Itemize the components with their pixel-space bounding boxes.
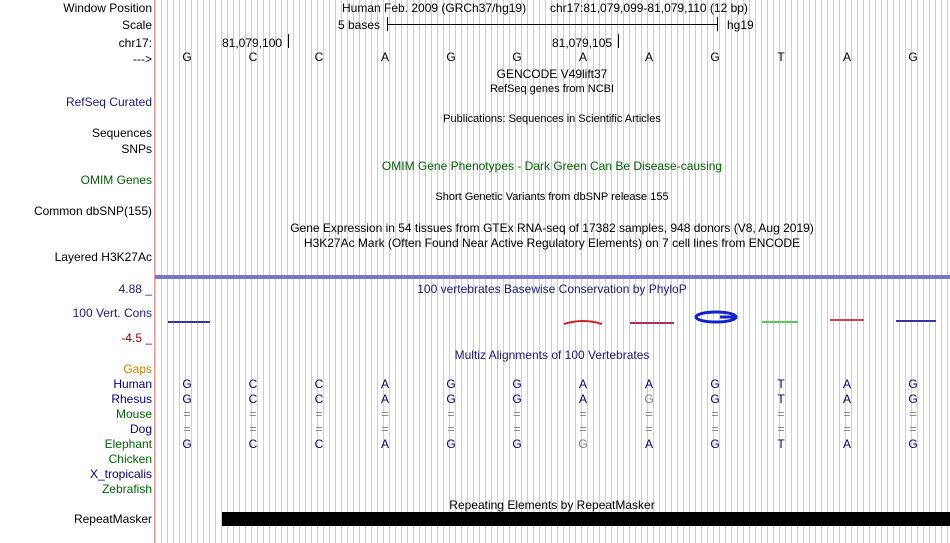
base: A <box>380 377 389 391</box>
base: G <box>446 437 456 451</box>
base: G <box>182 437 192 451</box>
alignment-row-dog <box>0 422 950 436</box>
grid-line <box>641 0 642 543</box>
grid-line <box>323 0 324 543</box>
scale-bar <box>387 24 718 25</box>
grid-line <box>671 0 672 543</box>
grid-line <box>239 0 240 543</box>
base: = <box>183 422 191 436</box>
base: G <box>446 392 456 406</box>
track-label[interactable]: Dog <box>129 422 152 436</box>
grid-line <box>881 0 882 543</box>
base: = <box>447 422 455 436</box>
base: G <box>908 377 918 391</box>
base: C <box>314 377 324 391</box>
grid-line <box>917 0 918 543</box>
base: G <box>446 377 456 391</box>
base: T <box>777 50 785 64</box>
base: T <box>777 377 785 391</box>
base: = <box>249 407 257 421</box>
base: T <box>777 392 785 406</box>
track-label[interactable]: Gaps <box>123 362 152 376</box>
grid-line <box>755 0 756 543</box>
track-label[interactable]: SNPs <box>121 142 152 156</box>
publications-track-title[interactable]: Publications: Sequences in Scientific Articles <box>443 113 661 125</box>
track-label[interactable]: X_tropicalis <box>89 467 152 481</box>
grid-line <box>227 0 228 543</box>
grid-line <box>779 0 780 543</box>
gtex-track-title[interactable]: Gene Expression in 54 tissues from GTEx RNA-seq of 17382 samples, 948 donors (V8, Aug 2019) <box>290 221 814 235</box>
grid-line <box>485 0 486 543</box>
base: C <box>314 437 324 451</box>
base: A <box>842 377 851 391</box>
grid-line <box>683 0 684 543</box>
phylop-bar-5 <box>896 320 936 322</box>
grid-line <box>287 0 288 543</box>
grid-line <box>473 0 474 543</box>
grid-line <box>731 0 732 543</box>
phylop-bar-3 <box>762 321 798 323</box>
grid-line <box>299 0 300 543</box>
base: G <box>644 392 654 406</box>
scale-db-label: hg19 <box>727 18 754 32</box>
grid-line <box>173 0 174 543</box>
grid-line <box>191 0 192 543</box>
base: G <box>512 437 522 451</box>
track-label[interactable]: chr17: <box>118 36 152 50</box>
grid-line <box>359 0 360 543</box>
phylop-track-title[interactable]: 100 vertebrates Basewise Conservation by PhyloP <box>417 282 687 296</box>
grid-line <box>851 0 852 543</box>
base: A <box>644 50 653 64</box>
grid-line <box>449 0 450 543</box>
phylop-glyph-g <box>694 310 742 324</box>
refseq-track-title[interactable]: RefSeq genes from NCBI <box>489 83 615 95</box>
grid-line <box>347 0 348 543</box>
track-label[interactable]: RepeatMasker <box>73 512 152 526</box>
grid-line <box>827 0 828 543</box>
grid-line <box>197 0 198 543</box>
grid-line <box>245 0 246 543</box>
grid-line <box>905 0 906 543</box>
scale-bar-right-tick <box>717 17 718 31</box>
grid-line <box>743 0 744 543</box>
conservation-track-top-border <box>155 275 950 279</box>
grid-line <box>833 0 834 543</box>
grid-line <box>695 0 696 543</box>
grid-line <box>209 0 210 543</box>
grid-line <box>929 0 930 543</box>
alignment-row-human <box>0 377 950 391</box>
phylop-bar-1 <box>168 321 210 323</box>
grid-line <box>665 0 666 543</box>
grid-line <box>437 0 438 543</box>
grid-line <box>911 0 912 543</box>
grid-line <box>839 0 840 543</box>
grid-line <box>305 0 306 543</box>
base: A <box>644 437 653 451</box>
track-label[interactable]: Elephant <box>104 437 152 451</box>
grid-line <box>155 0 156 543</box>
grid-line <box>815 0 816 543</box>
base: G <box>512 392 522 406</box>
base: = <box>777 407 785 421</box>
assembly-label: Human Feb. 2009 (GRCh37/hg19) <box>342 1 527 15</box>
grid-line <box>923 0 924 543</box>
grid-line <box>629 0 630 543</box>
grid-line <box>293 0 294 543</box>
grid-line <box>791 0 792 543</box>
grid-line <box>251 0 252 543</box>
base: = <box>711 422 719 436</box>
base: = <box>447 407 455 421</box>
grid-line <box>179 0 180 543</box>
grid-line <box>311 0 312 543</box>
grid-line <box>617 0 618 543</box>
base: G <box>182 377 192 391</box>
base: A <box>380 437 389 451</box>
track-label[interactable]: Layered H3K27Ac <box>54 250 152 264</box>
base: A <box>380 392 389 406</box>
grid-line <box>407 0 408 543</box>
base: = <box>381 407 389 421</box>
grid-line <box>419 0 420 543</box>
base: = <box>579 407 587 421</box>
grid-line <box>653 0 654 543</box>
grid-line <box>431 0 432 543</box>
base: = <box>843 407 851 421</box>
window-position-value: chr17:81,079,099-81,079,110 (12 bp) <box>550 1 748 15</box>
grid-line <box>689 0 690 543</box>
base: = <box>513 407 521 421</box>
h3k27ac-track-title[interactable]: H3K27Ac Mark (Often Found Near Active Regulatory Elements) on 7 cell lines from ENCODE <box>303 236 801 250</box>
base: C <box>248 377 258 391</box>
grid-line <box>413 0 414 543</box>
grid-line <box>335 0 336 543</box>
grid-line <box>899 0 900 543</box>
dbsnp-track-title[interactable]: Short Genetic Variants from dbSNP release 155 <box>435 191 669 203</box>
grid-line <box>707 0 708 543</box>
track-label[interactable]: Sequences <box>91 126 152 140</box>
base: = <box>909 407 917 421</box>
grid-line <box>875 0 876 543</box>
track-label[interactable]: Common dbSNP(155) <box>33 204 152 218</box>
grid-line <box>935 0 936 543</box>
grid-line <box>269 0 270 543</box>
grid-line <box>215 0 216 543</box>
grid-line <box>383 0 384 543</box>
track-label[interactable]: Chicken <box>108 452 152 466</box>
grid-line <box>377 0 378 543</box>
grid-line <box>203 0 204 543</box>
phylop-glyph-a <box>563 318 603 326</box>
base: C <box>248 437 258 451</box>
phylop-bar-4 <box>830 319 864 321</box>
track-label[interactable]: Mouse <box>115 407 152 421</box>
grid-line <box>761 0 762 543</box>
grid-line <box>725 0 726 543</box>
grid-line <box>479 0 480 543</box>
grid-line <box>845 0 846 543</box>
grid-line <box>647 0 648 543</box>
base: C <box>248 392 258 406</box>
grid-line <box>395 0 396 543</box>
base: = <box>777 422 785 436</box>
grid-line <box>329 0 330 543</box>
grid-line <box>947 0 948 543</box>
base: A <box>842 437 851 451</box>
alignment-row-mouse <box>0 407 950 421</box>
base: A <box>380 50 389 64</box>
reference-sequence-row <box>0 50 950 64</box>
grid-line <box>863 0 864 543</box>
grid-line <box>281 0 282 543</box>
base: = <box>183 407 191 421</box>
grid-line <box>809 0 810 543</box>
coordinate-tick-1 <box>288 34 289 48</box>
base: = <box>381 422 389 436</box>
grid-line <box>467 0 468 543</box>
grid-line <box>677 0 678 543</box>
base: G <box>710 50 720 64</box>
coordinate-label-2: 81,079,105 <box>552 36 613 50</box>
grid-line <box>317 0 318 543</box>
grid-line <box>767 0 768 543</box>
track-label[interactable]: Scale <box>121 18 152 32</box>
base: A <box>578 377 587 391</box>
phylop-bar-2 <box>630 322 674 324</box>
base: = <box>579 422 587 436</box>
grid-line <box>443 0 444 543</box>
base: A <box>578 392 587 406</box>
base: = <box>315 407 323 421</box>
grid-line <box>857 0 858 543</box>
track-label[interactable]: -4.5 _ <box>121 331 152 345</box>
grid-line <box>353 0 354 543</box>
gencode-track-title[interactable]: GENCODE V49lift37 <box>496 67 608 81</box>
grid-line <box>893 0 894 543</box>
track-label[interactable]: Rhesus <box>111 392 152 406</box>
grid-line <box>713 0 714 543</box>
repeatmasker-track-title[interactable]: Repeating Elements by RepeatMasker <box>449 498 655 512</box>
multiz-track-title[interactable]: Multiz Alignments of 100 Vertebrates <box>454 348 650 362</box>
alignment-row-elephant <box>0 437 950 451</box>
base: G <box>578 437 588 451</box>
base: A <box>842 50 851 64</box>
base: C <box>248 50 258 64</box>
grid-line <box>737 0 738 543</box>
base: G <box>512 377 522 391</box>
base: G <box>182 392 192 406</box>
grid-line <box>719 0 720 543</box>
base: G <box>446 50 456 64</box>
track-label[interactable]: 4.88 _ <box>118 282 152 296</box>
base: = <box>249 422 257 436</box>
grid-line <box>371 0 372 543</box>
track-label[interactable]: Window Position <box>63 1 152 15</box>
repeat-element-bar[interactable] <box>222 512 950 526</box>
scale-label: 5 bases <box>338 18 381 32</box>
grid-line <box>455 0 456 543</box>
track-label[interactable]: OMIM Genes <box>80 173 152 187</box>
grid-line <box>389 0 390 543</box>
base: = <box>645 407 653 421</box>
base: A <box>644 377 653 391</box>
grid-line <box>233 0 234 543</box>
grid-line <box>797 0 798 543</box>
base: C <box>314 392 324 406</box>
base: T <box>777 437 785 451</box>
track-label[interactable]: Human <box>113 377 152 391</box>
base: = <box>513 422 521 436</box>
base: G <box>710 392 720 406</box>
grid-line <box>887 0 888 543</box>
grid-line <box>257 0 258 543</box>
grid-line <box>941 0 942 543</box>
base: G <box>710 377 720 391</box>
grid-line <box>749 0 750 543</box>
grid-line <box>161 0 162 543</box>
base: G <box>908 392 918 406</box>
base: G <box>710 437 720 451</box>
base: = <box>711 407 719 421</box>
base: = <box>645 422 653 436</box>
grid-line <box>701 0 702 543</box>
track-label[interactable]: Zebrafish <box>101 482 152 496</box>
label-separator <box>154 0 155 543</box>
grid-line <box>803 0 804 543</box>
grid-line <box>185 0 186 543</box>
grid-line <box>635 0 636 543</box>
grid-line <box>221 0 222 543</box>
track-label[interactable]: 100 Vert. Cons <box>72 306 152 320</box>
coordinate-tick-2 <box>618 34 619 48</box>
track-label[interactable]: RefSeq Curated <box>65 95 152 109</box>
base: A <box>842 392 851 406</box>
base: = <box>315 422 323 436</box>
base: = <box>843 422 851 436</box>
base: G <box>908 50 918 64</box>
grid-line <box>341 0 342 543</box>
base: G <box>182 50 192 64</box>
grid-line <box>167 0 168 543</box>
track-label[interactable]: ---> <box>133 52 152 66</box>
grid-line <box>461 0 462 543</box>
grid-line <box>785 0 786 543</box>
grid-line <box>821 0 822 543</box>
grid-line <box>623 0 624 543</box>
omim-track-title[interactable]: OMIM Gene Phenotypes - Dark Green Can Be Disease-causing <box>381 159 723 173</box>
base: C <box>314 50 324 64</box>
coordinate-label-1: 81,079,100 <box>222 36 283 50</box>
grid-line <box>401 0 402 543</box>
base: A <box>578 50 587 64</box>
grid-line <box>425 0 426 543</box>
base: G <box>908 437 918 451</box>
grid-line <box>773 0 774 543</box>
alignment-row-rhesus <box>0 392 950 406</box>
grid-line <box>263 0 264 543</box>
grid-line <box>275 0 276 543</box>
base: = <box>909 422 917 436</box>
grid-line <box>659 0 660 543</box>
grid-line <box>365 0 366 543</box>
grid-line <box>869 0 870 543</box>
base: G <box>512 50 522 64</box>
